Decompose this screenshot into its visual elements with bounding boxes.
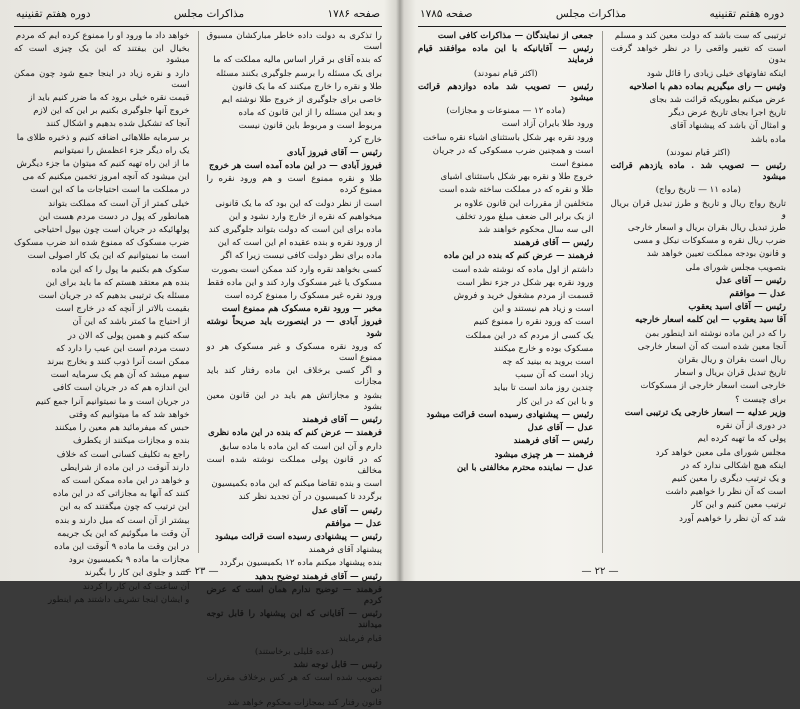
text-line: است که آن نظر را خواهیم داشت (665, 487, 786, 498)
text-line: و اگر کسى برخلاف این ماده رفتار کند باید مجازات (206, 366, 382, 388)
text-line: رئیس — تصویب شد . ماده یازدهم قرائت میشود (610, 161, 786, 183)
text-line: فرهمند — توضیح ندارم همان است که عرض کردم (206, 584, 382, 606)
text-line: در دورى از آن نقره (716, 421, 786, 432)
text-line: عدل — نماینده محترم مخالفتى با این (456, 462, 594, 473)
text-line: دارد و نقره زیاد در اینجا جمع شود چون ممکن است (14, 68, 190, 90)
text-line: رئیس — آقاى فرهمند (513, 238, 594, 249)
text-line: رئیس — آقایانى که این پیشنهاد را قابل توجه میدانند (206, 609, 382, 631)
text-line: بر سرمایه طلاهائى اضافه کنیم و ذخیره طلاى ما (16, 132, 190, 143)
text-line: (ماده ۱۱ — تاریخ رواج) (655, 185, 741, 196)
right-page-columns (418, 31, 786, 553)
left-page-header (14, 6, 382, 27)
text-line: شد که آن نظر را خواهیم آورد (679, 513, 786, 524)
text-line: الى سه سال محکوم خواهند شد (478, 225, 594, 236)
text-line: و ایشان اینجا تشریف داشتند هم اینطور (48, 594, 190, 605)
text-column-left (418, 31, 594, 553)
text-line: عدل — موافقم (729, 289, 786, 300)
text-line: متخلفین از مقررات این قانون علاوه بر (454, 198, 594, 209)
text-column-right (611, 31, 787, 553)
text-line: ورود نقره غیر مسکوک را ممنوع کرده است (224, 291, 382, 302)
text-line: از ورود نقره و بنده عقیده ام این است که این (217, 238, 382, 249)
page-footer-number: — ۲۳ — (181, 566, 219, 577)
text-line: رئیس — پیشنهادى رسیده است قرائت میشود (215, 531, 382, 542)
text-line: ممکن است آنرا ذوب کنند و بخارج ببرند (47, 357, 190, 368)
term-label: دوره هفتم تقنینیه (16, 8, 91, 20)
text-line: فیروز آبادى — در اینصورت باید صریحاً نوشته شود (206, 317, 382, 339)
text-line: فرهمند — عرض کنم که بنده در این ماده (443, 251, 594, 262)
text-line: سکوک هم بکنیم ما پول را که این ماده (51, 264, 190, 275)
text-line: مسئله یک ترتیبى بدهیم که در جریان است (38, 291, 190, 302)
text-line: مسکوک بوده و خارج میکنند (493, 343, 594, 354)
text-line: (اکثر قیام نمودند) (473, 68, 538, 79)
text-line: قیمت نقره خیلى برود که ما ضرر کنیم باید از (28, 93, 190, 104)
text-line: که بنده آقاى بر قرار اساس مالیه مملکت که ما (213, 55, 382, 66)
text-line: پولهائیکه در جریان است چون بپول احتیاجى (33, 225, 190, 236)
text-line: برگردد تا کمیسیون در آن تجدید نظر کند (238, 492, 382, 503)
text-line: آن ساعت که این کار را کردند (82, 581, 190, 592)
text-line: رئیس — آقاى اسید یعقوب (688, 302, 786, 313)
term-label: دوره هفتم تقنینیه (709, 8, 784, 20)
text-line: و قانون بودجه مملکت تعیین خواهد شد (646, 249, 786, 260)
text-line: زیاد است که آن سبب (515, 370, 594, 381)
text-line: و خواهد در این ماده ممکن است که (61, 475, 190, 486)
text-column-right (206, 31, 383, 708)
text-line: حبس که میفرمائید هم معین را میکنند (54, 423, 190, 434)
text-line: را تذکرى به دولت داده خاطر مبارکشان مسبوق است (206, 31, 382, 53)
text-line: دارند آنوقت در این ماده از شرایطى (60, 462, 190, 473)
text-line: فرهمند — هر چیزى میشود (494, 449, 594, 460)
text-line: رئیس — آقاى فرهمند (302, 415, 382, 426)
text-line: ریال است بقران و ریال بقران (677, 355, 786, 366)
right-page-header (418, 6, 786, 27)
text-line: بیشتر از آن است که میل دارند و بنده (55, 515, 190, 526)
text-line: از یک برابر الى ضعف مبلغ مورد تخلف (455, 211, 594, 222)
text-line: رئیس — آقاى عدل (311, 505, 382, 516)
text-line: عدل — موافقم (325, 518, 382, 529)
text-line: براى چیست ؟ (735, 394, 786, 405)
text-line: است بروید به بینید که چه (502, 357, 594, 368)
text-line: تاریخ تبدیل قران بریال و اسعار (675, 368, 786, 379)
text-line: و بعد این مسئله را از این قانون که ماده (238, 108, 382, 119)
text-line: رئیس — آقاى فرهمند (513, 436, 594, 447)
text-line: و یک ترتیب دیگرى را معین کنیم (671, 473, 786, 484)
text-line: ضرب مسکوک که ممنوع شده اند ضرب مسکوک (13, 238, 190, 249)
text-line: رئیس — قابل توجه نشد (293, 659, 382, 670)
book-gutter (396, 0, 404, 581)
text-line: چندین روز ماند است تا بیاید (493, 383, 594, 394)
text-line: خارج کرد (348, 134, 382, 145)
text-line: تاریخ رواج ریال و تاریخ و طرز تبدیل قران بریال و (610, 198, 786, 220)
text-line: همانطور که پول در دست مردم هست این (38, 211, 190, 222)
text-line: پولى که ما تهیه کرده ایم (697, 434, 786, 445)
text-line: کنند و جلوى این کار را بگیرند (84, 568, 190, 579)
text-line: ممنوع است (550, 159, 594, 170)
text-line: ضرب ریال نقره و مسکوکات نیکل و مسى (633, 236, 786, 247)
text-line: ماده باشد (750, 134, 786, 145)
text-line: را که در این ماده نوشته اند اینطور بمن (645, 328, 786, 339)
text-line: فیروز آبادى — در این ماده آمده است هر خروج (209, 161, 382, 172)
text-line: که در قانون پولى مملکت نوشته شده است مخالف (206, 454, 382, 476)
text-line: رئیس — آقاى فرهمند توضیح بدهید (254, 571, 382, 582)
text-line: پیشنهاد آقاى فرهمند (308, 545, 382, 556)
text-line: در جریان است و ما نمیتوانیم آنرا جمع کنیم (35, 396, 190, 407)
text-line: خروج آنها جلوگیرى بکنیم بر این که این لازم (33, 106, 190, 117)
text-line: داشتم از اول ماده که نوشته شده است (452, 264, 594, 275)
text-line: اینکه تفاوتهاى خیلى زیادى را قائل شود (646, 68, 786, 79)
text-line: ورود نقره بهر شکل باستثناى اشیاء نقره ساخت (422, 132, 594, 143)
text-line: (ماده ۱۲ — ممنوعات و مجازات) (446, 106, 566, 117)
text-line: یک کسى از مردم که در این مملکت (465, 330, 594, 341)
text-line: و امثال آن باشد که پیشنهاد آقاى (670, 121, 786, 132)
text-line: راجع به تکلیف کسانى است که خلاف (56, 449, 190, 460)
text-line: قانون رفتار کند بمجازات محکوم خواهد شد (227, 697, 382, 708)
text-line: بشود و مجازاتش هم باید در این قانون معین بشود (206, 390, 382, 412)
text-line: است ما نمیتوانیم که این یک کار اصولى است (27, 251, 190, 262)
text-line: این میشود که آنچه امروز تخمین میکنیم که مى (22, 172, 190, 183)
text-line: است و همچنین ضرب مسکوکى که در جریان (432, 145, 594, 156)
text-line: سهم میشد که آن هم یک سرمایه است (50, 370, 190, 381)
text-line: آقا سید یعقوب — این کلمه اسعار خارجیه (635, 315, 786, 326)
text-line: ترتیب معین کنیم و این کار (691, 500, 786, 511)
page-footer-number: — ۲۲ — (581, 566, 619, 577)
text-line: مجازات ما ماده ٩ بکمیسیون برود (68, 555, 190, 566)
text-line: قیام فرمایند (338, 633, 382, 644)
text-line: دارم و آن این است که این ماده با ماده سابق (219, 441, 382, 452)
text-line: تاریخ اجرا بجاى تاریخ عرض دیگر (668, 108, 786, 119)
page-number-label: صفحه ۱۷۸۵ (420, 8, 473, 20)
text-line: این اندازه هم که در جریان است کافى (52, 383, 190, 394)
text-line: ما از این راه تهیه کنیم که میتوان ما جزء دیگرش (16, 159, 190, 170)
text-line: طرز تبدیل ریال بقران بریال و اسعار خارجى (627, 223, 786, 234)
text-line: ماده براى این است که دولت بتواند جلوگیرى کند (208, 225, 382, 236)
text-line: خارجى است اسعار خارجى از مسکوکات (640, 381, 786, 392)
running-title: مذاکرات مجلس (173, 8, 245, 20)
text-line: (اکثر قیام نمودند) (666, 147, 731, 158)
text-line: دست مردم است این عیب را دارد که (56, 343, 190, 354)
text-line: بتصویب مجلس شوراى ملى (685, 262, 786, 273)
text-line: این ترتیب که چون میگفتند که به این (59, 502, 190, 513)
text-line: تصویب شده است که هر کس برخلاف مقررات این (206, 673, 382, 695)
text-line: براى یک مسئله را برسم جلوگیرى بکنند مسئله (215, 68, 382, 79)
text-line: ورود طلا بایران آزاد است (501, 119, 594, 130)
text-line: اینکه هیچ اشکالى ندارد که در (681, 460, 786, 471)
text-line: آنجا که تشکیل شده بدهیم و اشکال کنند (46, 119, 190, 130)
text-line: رئیس — آقایانیکه با این ماده موافقند قیام فرمایند (418, 44, 594, 66)
text-line: جمعى از نمایندگان — مذاکرات کافى است (437, 31, 594, 41)
text-line: مسکوک یا غیر مسکوک وارد کند و این ماده فقط (207, 277, 382, 288)
text-line: بنده پیشنهاد میکنم ماده ۱۲ بکمیسیون برگردد (219, 558, 382, 569)
text-line: رئیس — آقاى عدل (715, 275, 786, 286)
text-line: در مملکت ما است احتیاجات ما که این است (30, 185, 190, 196)
text-line: از احتیاج ما کمتر باشد که این آن (72, 317, 190, 328)
text-line: سکه کنیم و همین پولى که الان در (67, 330, 190, 341)
text-line: طلا و نقره را خارج میکنند که ما یک قانون (232, 81, 382, 92)
text-line: بنده هم معتقد هستم که ما باید براى این (45, 277, 190, 288)
text-line: آن وقت ما میگوئیم که این یک جریمه (57, 528, 190, 539)
text-line: است و بنده تقاضا میکنم که این ماده بکمیسیون (211, 479, 382, 490)
text-line: خاصى براى جلوگیرى از خروج طلا نوشته ایم (221, 95, 382, 106)
text-line: یک راه دیگر جزء اعظمش را نمیتوانیم (53, 145, 190, 156)
text-line: عرض میکنم بطوریکه قرائت شد بجاى (649, 95, 786, 106)
text-line: خواهد داد ما ورود او را ممنوع کرده ایم که مردم (15, 31, 190, 41)
text-line: فرهمند — عرض کنم که بنده در این ماده نظرى (208, 428, 382, 439)
text-line: عدل — آقاى عدل (527, 423, 594, 434)
text-line: طلا و نقره ممنوع است و هم ورود نقره را ممنوع کرده (206, 174, 382, 196)
text-line: قسمت از مردم مشغول خرید و فروش (453, 291, 594, 302)
text-line: رئیس — تصویب شد ماده دوازدهم قرائت میشود (418, 81, 594, 104)
left-page (0, 0, 400, 708)
text-line: میخواهیم که نقره از خارج وارد نشود و این (228, 211, 382, 222)
text-line: خیلى کمتر از آن است که مملکت بتواند (48, 198, 190, 209)
text-line: مربوط است و مربوط باین قانون نیست (238, 121, 382, 132)
text-column-left (13, 31, 190, 605)
text-line: کسى بخواهد نقره وارد کند ممکن است بصورت (211, 264, 382, 275)
text-line: است و زیاد هم نیستند و این (492, 304, 594, 315)
text-line: است که تغییر واقعى را در نظر خواهد گرفت بدون (610, 44, 786, 66)
text-line: طلا و نقره که در مملکت ساخته شده است (439, 185, 594, 196)
text-line: مجلس شوراى ملى معین خواهد کرد (655, 447, 786, 458)
text-line: (عده قلیلى برخاستند) (254, 646, 334, 657)
text-line: وزیر عدلیه — اسعار خارجى یک ترتیبى است (624, 407, 786, 418)
text-line: رئیس — پیشنهادى رسیده است قرائت میشود (426, 409, 594, 420)
right-page (400, 0, 800, 581)
text-line: است که ورود نقره را ممنوع کنیم (473, 317, 594, 328)
text-line: بخیال این بیفتند که این یک چیزى است که میشود (14, 44, 190, 66)
text-line: که ورود نقره مسکوک و غیر مسکوک هر دو ممنوع است (206, 341, 382, 364)
running-title: مذاکرات مجلس (555, 8, 627, 20)
text-line: خروج طلا و نقره بهر شکل باستثناى اشیاى (440, 172, 594, 183)
text-line: ورود نقره بهر شکل در جزء نظر است (456, 277, 594, 288)
text-line: مخبر — ورود نقره مسکوک هم ممنوع است (221, 304, 382, 315)
text-line: است از نظر دولت که این بود که ما یک قانونى (215, 198, 382, 209)
text-line: ترتیبى که ست باشد که دولت معین کند و مسلم (614, 31, 786, 41)
text-line: و با این که در این کار (516, 396, 594, 407)
column-divider (198, 31, 199, 553)
text-line: بنده و مجازات میکنند از یکطرف (73, 436, 190, 447)
text-line: ماده براى نظر دولت کافى نیست زیرا که اگر (220, 251, 382, 262)
text-line: وثیس — راى میگیریم بماده دهم با اصلاحیه (629, 81, 786, 92)
column-divider (602, 31, 603, 553)
text-line: خواهد شد که ما میتوانیم که وقتى (68, 409, 190, 420)
text-line: آنجا معین شده است که آن اسعار خارجى (637, 341, 786, 352)
page-number-label: صفحه ۱۷۸۶ (327, 8, 380, 20)
text-line: کنند که آنها به مجازاتى که در این ماده (52, 489, 190, 500)
text-line: در این وقت ما ماده ٩ آنوقت این ماده (54, 541, 190, 552)
text-line: رئیس — آقاى فیروز آبادى (286, 147, 382, 158)
text-line: بقیمت بالاتر از آنچه که در خارج است (55, 304, 190, 315)
